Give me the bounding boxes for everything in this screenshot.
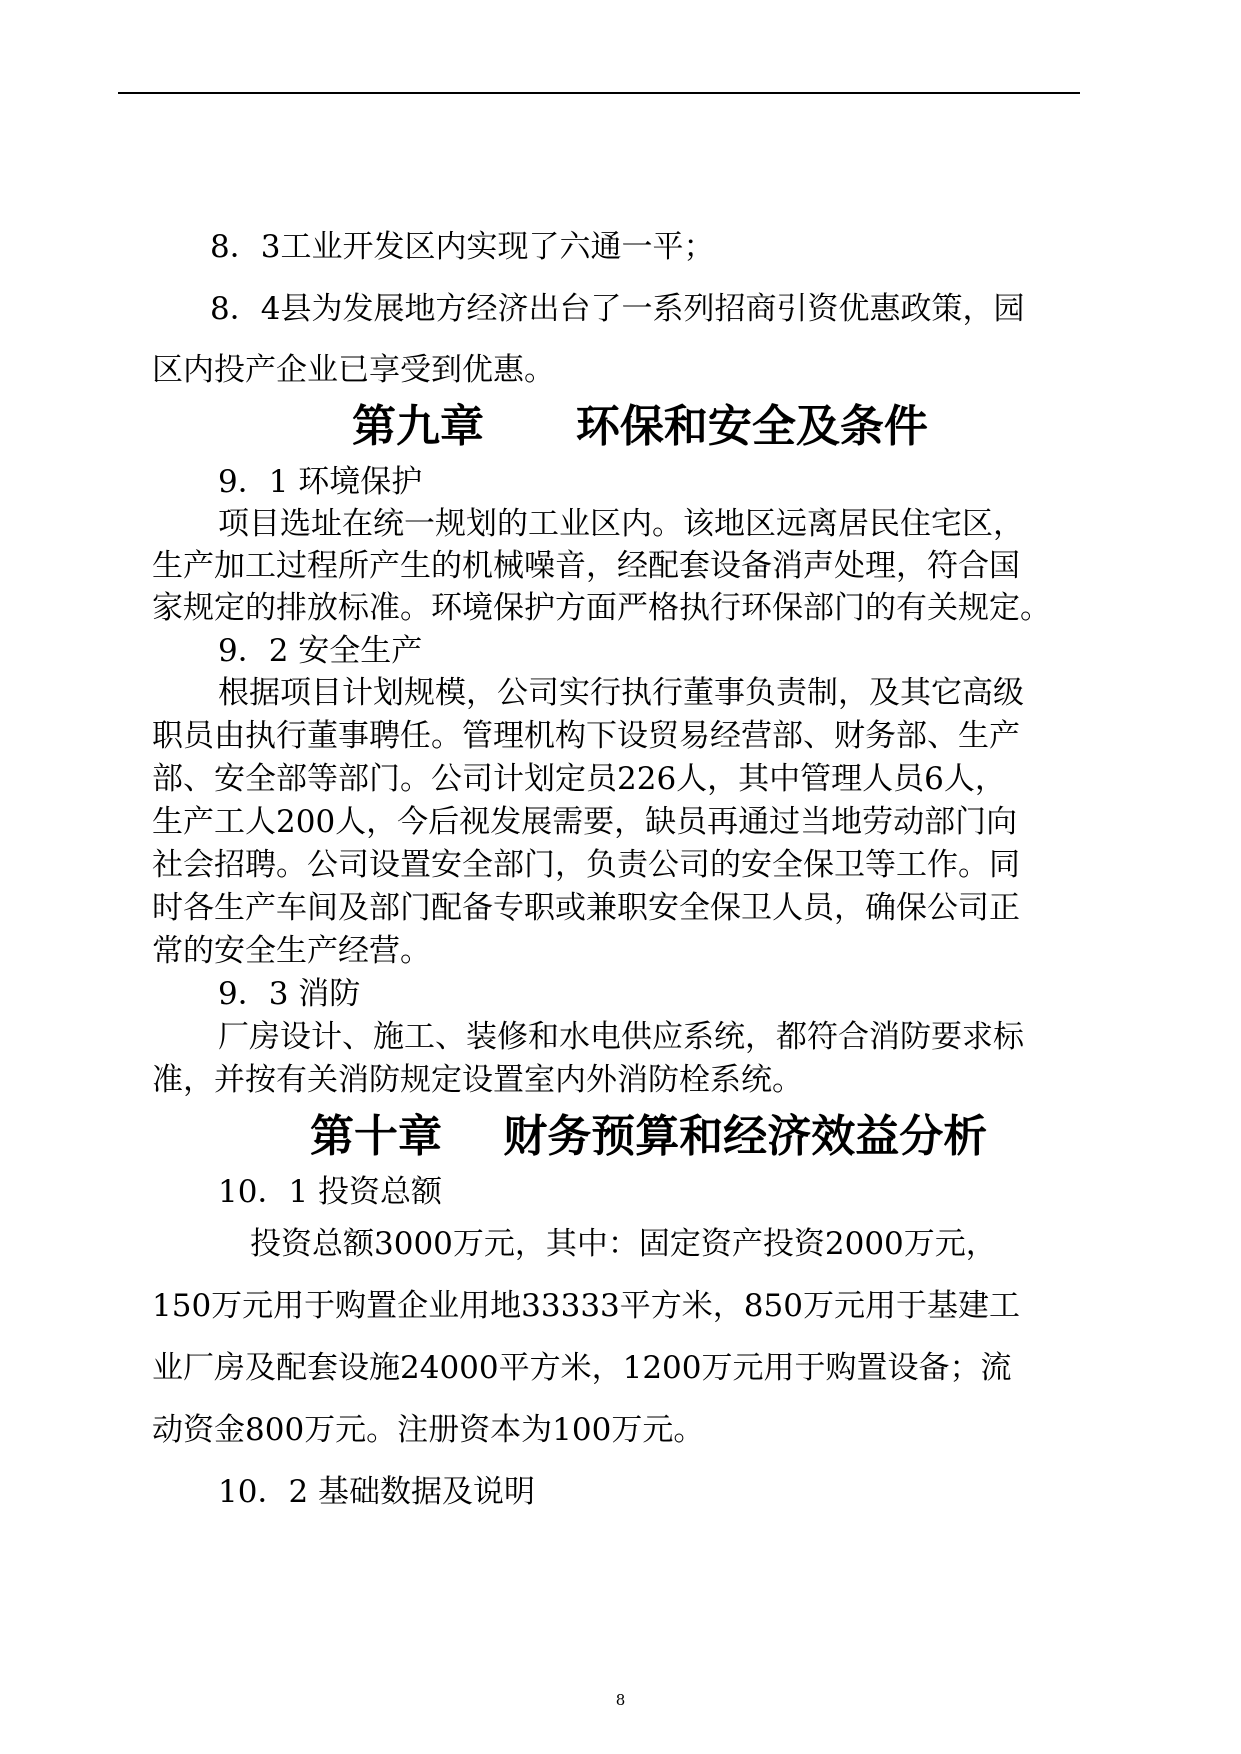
section-9-1-line: 家规定的排放标准。环境保护方面严格执行环保部门的有关规定。 xyxy=(152,590,1051,626)
section-10-1-line: 动资金800万元。注册资本为100万元。 xyxy=(152,1412,705,1448)
item-8-3: 8．3工业开发区内实现了六通一平； xyxy=(210,229,715,265)
section-9-2-line: 部、安全部等部门。公司计划定员226人，其中管理人员6人， xyxy=(152,761,1006,797)
page-number: 8 xyxy=(615,1691,626,1709)
item-8-4-line-1: 8．4县为发展地方经济出台了一系列招商引资优惠政策，园 xyxy=(210,291,1025,327)
section-10-1-heading: 10．1 投资总额 xyxy=(218,1174,443,1210)
section-9-2-line: 职员由执行董事聘任。管理机构下设贸易经营部、财务部、生产 xyxy=(152,718,1020,754)
section-10-1-line: 投资总额3000万元，其中：固定资产投资2000万元， xyxy=(250,1226,997,1262)
section-10-1-line: 业厂房及配套设施24000平方米，1200万元用于购置设备；流 xyxy=(152,1350,1012,1386)
section-10-1-line: 150万元用于购置企业用地33333平方米，850万元用于基建工 xyxy=(152,1288,1020,1324)
section-9-1-line: 生产加工过程所产生的机械噪音，经配套设备消声处理，符合国 xyxy=(152,548,1020,584)
item-8-4-line-2: 区内投产企业已享受到优惠。 xyxy=(152,352,555,388)
section-9-2-line: 时各生产车间及部门配备专职或兼职安全保卫人员，确保公司正 xyxy=(152,890,1020,926)
chapter-10-title: 第十章 财务预算和经济效益分析 xyxy=(310,1111,988,1162)
section-9-2-line: 常的安全生产经营。 xyxy=(152,933,431,969)
section-9-1-heading: 9．1 环境保护 xyxy=(218,464,423,500)
section-9-3-line: 准，并按有关消防规定设置室内外消防栓系统。 xyxy=(152,1062,803,1098)
section-10-2-heading: 10．2 基础数据及说明 xyxy=(218,1474,536,1510)
header-rule xyxy=(118,92,1080,94)
section-9-3-heading: 9．3 消防 xyxy=(218,976,361,1012)
section-9-2-line: 社会招聘。公司设置安全部门，负责公司的安全保卫等工作。同 xyxy=(152,847,1020,883)
section-9-1-line: 项目选址在统一规划的工业区内。该地区远离居民住宅区， xyxy=(218,506,1024,542)
section-9-2-heading: 9．2 安全生产 xyxy=(218,633,423,669)
section-9-2-line: 根据项目计划规模，公司实行执行董事负责制，及其它高级 xyxy=(218,675,1024,711)
section-9-2-line: 生产工人200人，今后视发展需要，缺员再通过当地劳动部门向 xyxy=(152,804,1018,840)
chapter-9-title: 第九章 环保和安全及条件 xyxy=(352,401,928,452)
section-9-3-line: 厂房设计、施工、装修和水电供应系统，都符合消防要求标 xyxy=(218,1019,1024,1055)
